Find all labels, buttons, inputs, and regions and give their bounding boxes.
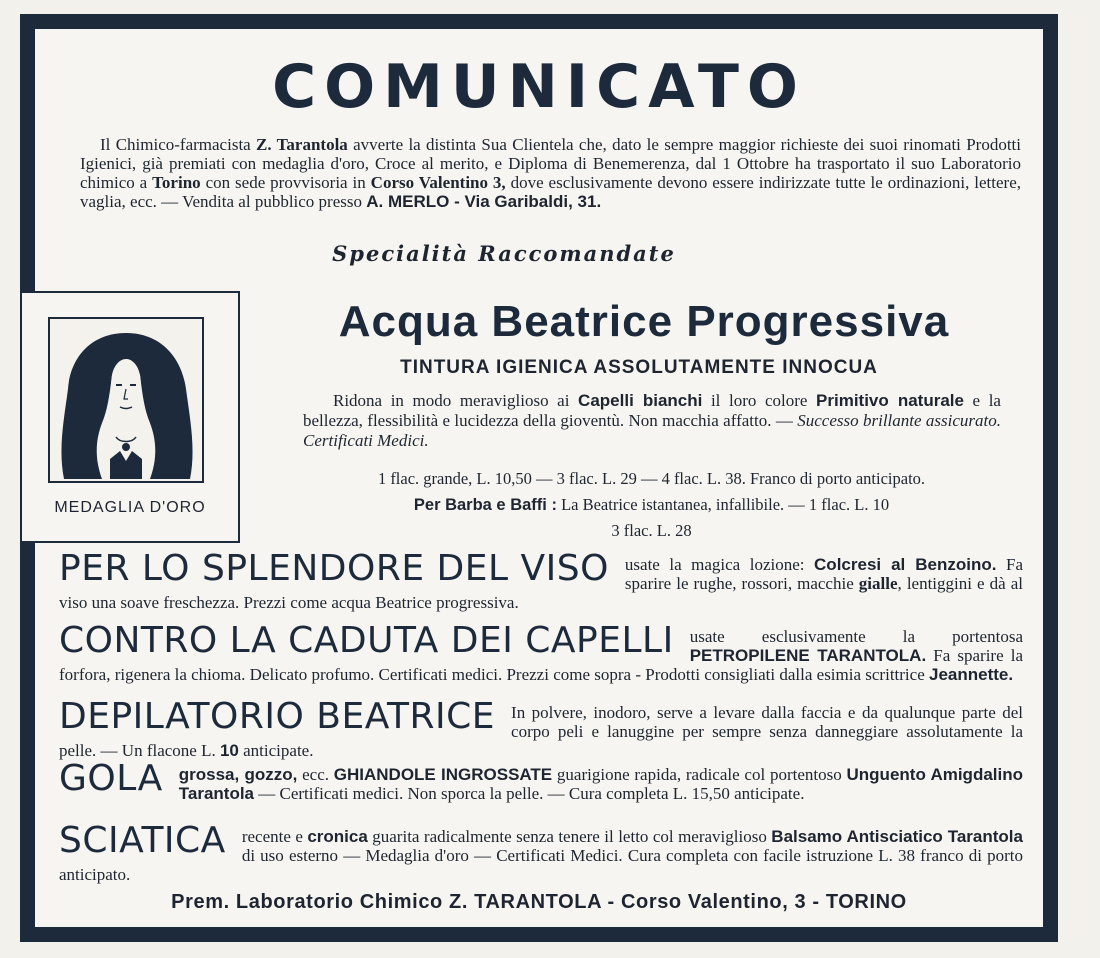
section-emphasis: Jeannette. [929,665,1014,684]
city-name: Torino [152,173,201,192]
section-text: In polvere, inodoro, serve a levare dalla faccia e da qualunque parte del corpo peli e lanuggine per sempre senza danneggiare assolutamente la pelle. — Un flacone L. [59,703,1023,760]
section-text: usate esclusivamente la portentosa [689,627,1023,646]
intro-text: avverte la distinta Sua Clientela che, dato le sempre maggior richieste dei suoi rinomati Prodotti Igienici, già premiati con medaglia d'oro, Croce al merito, e Diploma di Benemerenza, dal 1 Ottobre ha trasportato il suo Laboratorio chimico a [80,135,1021,192]
description-text: il loro colore [702,391,817,410]
section-depilatorio [59,696,1023,760]
section-heading: SCIATICA [59,820,226,861]
description-italic: Successo brillante assicurato. Certificati Medici. [303,411,1001,450]
section-emphasis: GHIANDOLE INGROSSATE [333,765,553,784]
section-emphasis: Colcresi al Benzoino. [814,555,997,574]
intro-text: dove esclusivamente devono essere indirizzate tutte le ordinazioni, lettere, vaglia, ecc. — Vendita al pubblico presso [80,173,1022,211]
portrait-illustration [48,317,204,483]
price-line: 3 flac. L. 28 [611,521,692,540]
section-sciatica [59,820,1023,884]
section-capelli [59,620,1023,684]
section-emphasis: Balsamo Antisciatico Tarantola [771,827,1023,846]
section-text: Fa sparire le rughe, rossori, macchie [624,555,1023,593]
address-text: Corso Valentino 3, [370,173,506,192]
beard-price: La Beatrice istantanea, infallibile. — 1 flac. L. 10 [556,495,890,514]
section-heading: GOLA [59,758,163,799]
price-line: 1 flac. grande, L. 10,50 — 3 flac. L. 29 — 4 flac. L. 38. Franco di porto anticipato. [377,469,926,488]
section-text: guarigione rapida, radicale col portentoso [552,765,847,784]
seller-text: A. MERLO - Via Garibaldi, 31. [366,192,602,211]
beard-label: Per Barba e Baffi : [413,496,557,514]
woman-portrait-icon [50,319,202,481]
section-emphasis: Unguento Amigdalino Tarantola [178,765,1023,803]
section-heading: CONTRO LA CADUTA DEI CAPELLI [59,620,674,661]
section-text: guarita radicalmente senza tenere il letto col meraviglioso [367,827,772,846]
section-text: usate la magica lozione: [624,555,815,574]
intro-paragraph [80,135,1021,211]
price-line-beard [282,495,1021,515]
advertisement-frame [20,14,1058,942]
section-emphasis: grossa, gozzo, [178,765,298,784]
footer-address: Prem. Laboratorio Chimico Z. TARANTOLA - Corso Valentino, 3 - TORINO [171,891,907,913]
product-description [303,391,1001,451]
section-emphasis: 10 [219,741,239,760]
chemist-name: Z. Tarantola [256,135,348,154]
section-text: ecc. [297,765,334,784]
medal-illustration-box [20,291,240,543]
section-gola [59,758,1023,803]
section-text: Fa sparire la forfora, rigenera la chioma. Delicato profumo. Certificati medici. Prezzi come sopra - Prodotti consigliati dalla esimia scrittrice [59,646,1023,684]
section-text: , lentiggini e dà al viso una soave freschezza. Prezzi come acqua Beatrice progressiva. [59,574,1023,612]
intro-text: Il Chimico-farmacista [100,135,257,154]
product-name: Acqua Beatrice Progressiva [338,297,950,346]
section-emphasis: cronica [307,827,368,846]
page-title: COMUNICATO [272,52,806,122]
description-emphasis: Capelli bianchi [578,391,703,410]
intro-text: con sede provvisoria in [200,173,371,192]
section-emphasis: gialle [858,574,898,593]
specialties-heading: Specialità Raccomandate [332,241,676,266]
section-text: di uso esterno — Medaglia d'oro — Certificati Medici. Cura completa con facile istruzione L. 38 franco di porto anticipato. [59,846,1023,884]
section-heading: PER LO SPLENDORE DEL VISO [59,548,609,589]
section-viso [59,548,1023,612]
product-subtitle: TINTURA IGIENICA ASSOLUTAMENTE INNOCUA [400,357,878,378]
section-text: anticipate. [238,741,314,760]
description-text: Ridona in modo meraviglioso ai [333,391,579,410]
medal-caption: MEDAGLIA D'ORO [54,499,206,516]
description-emphasis: Primitivo naturale [816,391,964,410]
section-text: — Certificati medici. Non sporca la pelle. — Cura completa L. 15,50 anticipate. [254,784,805,803]
section-emphasis: PETROPILENE TARANTOLA. [689,646,927,665]
description-text: e la bellezza, flessibilità e lucidezza della gioventù. Non macchia affatto. — [303,391,1001,430]
section-heading: DEPILATORIO BEATRICE [59,696,496,737]
section-text: recente e [241,827,308,846]
